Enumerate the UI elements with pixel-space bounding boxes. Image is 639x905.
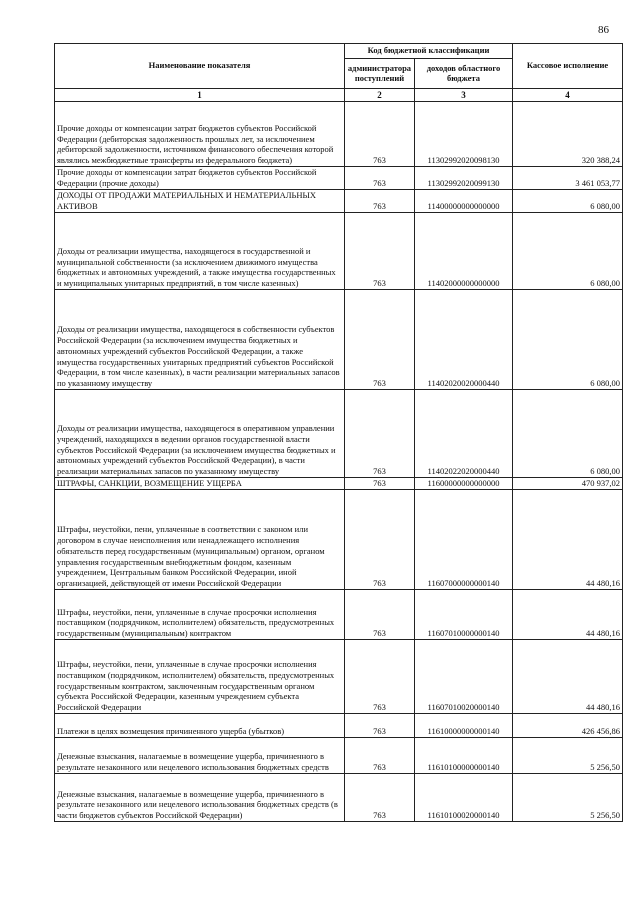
table-row	[55, 640, 623, 714]
row-code: 11607000000000140	[415, 490, 513, 590]
table-row	[55, 290, 623, 390]
row-name: Денежные взыскания, налагаемые в возмещение ущерба, причиненного в результате незаконного или нецелевого использования бюджетных средств (в части бюджетов субъектов Российской Федерации)	[55, 774, 345, 822]
row-amount: 426 456,86	[513, 714, 623, 738]
row-admin: 763	[345, 290, 415, 390]
table-row	[55, 774, 623, 822]
row-code: 11610000000000140	[415, 714, 513, 738]
row-code: 11610100000000140	[415, 738, 513, 774]
row-name: Платежи в целях возмещения причиненного ущерба (убытков)	[55, 714, 345, 738]
row-code: 11400000000000000	[415, 190, 513, 213]
table-row	[55, 714, 623, 738]
row-admin: 763	[345, 478, 415, 490]
row-code: 11607010020000140	[415, 640, 513, 714]
row-admin: 763	[345, 640, 415, 714]
table-row	[55, 213, 623, 290]
row-amount: 5 256,50	[513, 738, 623, 774]
header-administrator: администратора поступлений	[345, 59, 415, 89]
budget-report-table	[54, 43, 623, 822]
row-amount: 3 461 053,77	[513, 167, 623, 190]
row-code: 11402022020000440	[415, 390, 513, 478]
row-name: Прочие доходы от компенсации затрат бюджетов субъектов Российской Федерации (прочие доходы)	[55, 167, 345, 190]
row-admin: 763	[345, 167, 415, 190]
row-name: Штрафы, неустойки, пени, уплаченные в случае просрочки исполнения поставщиком (подрядчиком, исполнителем) обязательств, предусмотренных государственным контрактом, заключенным государственным органом субъекта Российской Федерации, казенным учреждением субъекта Российской Федерации	[55, 640, 345, 714]
row-admin: 763	[345, 774, 415, 822]
row-name: Прочие доходы от компенсации затрат бюджетов субъектов Российской Федерации (дебиторская задолженность прошлых лет, за исключением дебиторской задолженности, источником финансового обеспечения которой являлись межбюджетные трансферты из федерального бюджета)	[55, 102, 345, 167]
row-code: 11302992020098130	[415, 102, 513, 167]
row-admin: 763	[345, 738, 415, 774]
row-amount: 320 388,24	[513, 102, 623, 167]
table-row	[55, 390, 623, 478]
row-name: Штрафы, неустойки, пени, уплаченные в случае просрочки исполнения поставщиком (подрядчиком, исполнителем) обязательств, предусмотренных государственным (муниципальным) контрактом	[55, 590, 345, 640]
row-admin: 763	[345, 490, 415, 590]
row-code: 11607010000000140	[415, 590, 513, 640]
table-row	[55, 590, 623, 640]
row-amount: 6 080,00	[513, 190, 623, 213]
row-amount: 6 080,00	[513, 290, 623, 390]
row-name: Доходы от реализации имущества, находящегося в собственности субъектов Российской Федерации (за исключением имущества бюджетных и автономных учреждений субъектов Российской Федерации, а также имущества государственных унитарных предприятий субъектов Российской Федерации, в том числе казенных), в части реализации материальных запасов по указанному имуществу	[55, 290, 345, 390]
row-name: ШТРАФЫ, САНКЦИИ, ВОЗМЕЩЕНИЕ УЩЕРБА	[55, 478, 345, 490]
row-amount: 6 080,00	[513, 390, 623, 478]
row-admin: 763	[345, 390, 415, 478]
row-code: 11402020020000440	[415, 290, 513, 390]
row-amount: 470 937,02	[513, 478, 623, 490]
row-code: 11402000000000000	[415, 213, 513, 290]
column-number: 4	[513, 89, 623, 102]
row-amount: 44 480,16	[513, 640, 623, 714]
row-amount: 6 080,00	[513, 213, 623, 290]
row-name: Доходы от реализации имущества, находящегося в оперативном управлении учреждений, находящихся в ведении органов государственной власти субъектов Российской Федерации (за исключением имущества бюджетных и автономных учреждений субъектов Российской Федерации), в части реализации материальных запасов по указанному имуществу	[55, 390, 345, 478]
column-number: 1	[55, 89, 345, 102]
table-row	[55, 167, 623, 190]
column-number: 3	[415, 89, 513, 102]
row-name: Штрафы, неустойки, пени, уплаченные в соответствии с законом или договором в случае неисполнения или ненадлежащего исполнения обязательств перед государственным (муниципальным) органом, органом управления государственным внебюджетным фондом, казенным учреждением, Центральным банком Российской Федерации, иной организацией, действующей от имени Российской Федерации	[55, 490, 345, 590]
row-admin: 763	[345, 714, 415, 738]
header-classification-code: Код бюджетной классификации	[345, 44, 513, 59]
row-admin: 763	[345, 190, 415, 213]
column-number: 2	[345, 89, 415, 102]
table-row	[55, 102, 623, 167]
page-number: 86	[598, 24, 609, 36]
row-amount: 5 256,50	[513, 774, 623, 822]
row-code: 11302992020099130	[415, 167, 513, 190]
row-amount: 44 480,16	[513, 490, 623, 590]
row-admin: 763	[345, 213, 415, 290]
row-amount: 44 480,16	[513, 590, 623, 640]
row-admin: 763	[345, 102, 415, 167]
row-code: 11600000000000000	[415, 478, 513, 490]
header-cash-execution: Кассовое исполнение	[513, 44, 623, 89]
header-indicator-name: Наименование показателя	[55, 44, 345, 89]
row-code: 11610100020000140	[415, 774, 513, 822]
table-row	[55, 190, 623, 213]
row-name: ДОХОДЫ ОТ ПРОДАЖИ МАТЕРИАЛЬНЫХ И НЕМАТЕРИАЛЬНЫХ АКТИВОВ	[55, 190, 345, 213]
table-row	[55, 490, 623, 590]
table-row	[55, 738, 623, 774]
row-name: Денежные взыскания, налагаемые в возмещение ущерба, причиненного в результате незаконного или нецелевого использования бюджетных средств	[55, 738, 345, 774]
row-name: Доходы от реализации имущества, находящегося в государственной и муниципальной собственности (за исключением движимого имущества бюджетных и автономных учреждений, а также имущества государственных и муниципальных унитарных предприятий, в том числе казенных)	[55, 213, 345, 290]
header-income-code: доходов областного бюджета	[415, 59, 513, 89]
row-admin: 763	[345, 590, 415, 640]
table-row	[55, 478, 623, 490]
